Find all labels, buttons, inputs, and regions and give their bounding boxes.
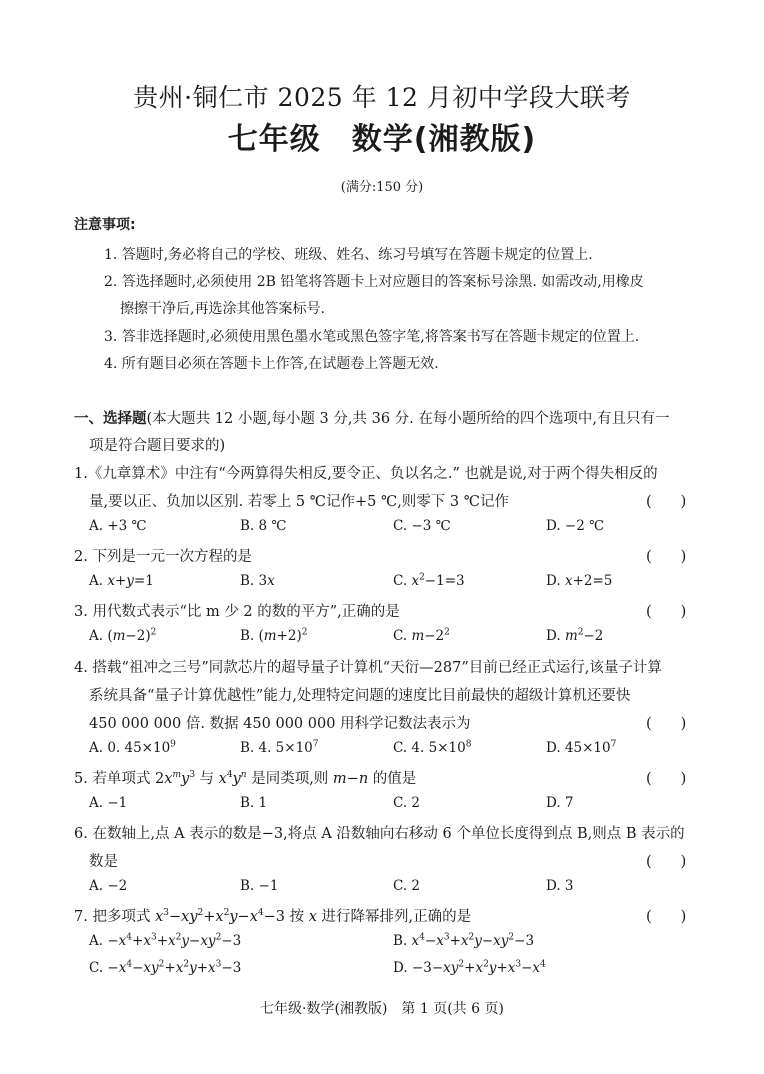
q1-option-a: A. +3 ℃: [89, 518, 147, 534]
notice-item-2: 2. 答选择题时,必须使用 2B 铅笔将答题卡上对应题目的答案标号涂黑. 如需改动,用橡皮: [104, 274, 644, 290]
q5-option-c: C. 2: [393, 795, 421, 811]
q1-option-c: C. −3 ℃: [393, 518, 451, 534]
answer-paren-4: ( ): [646, 716, 687, 732]
notice-item-1: 1. 答题时,务必将自己的学校、班级、姓名、练习号填写在答题卡规定的位置上.: [104, 247, 593, 263]
q6-option-c: C. 2: [393, 878, 421, 894]
question-1-line-2: 量,要以正、负加以区别. 若零上 5 ℃记作+5 ℃,则零下 3 ℃记作: [89, 494, 509, 510]
section-heading: [74, 407, 669, 428]
q7-option-c: C. $-x^4-xy^2+x^2y+x^3-3$: [89, 959, 242, 976]
q2-option-a: A. x+y=1: [89, 573, 154, 589]
q2-option-c: C. $x^2-1=3$: [393, 572, 465, 589]
exam-subtitle: 七年级 数学(湘教版): [227, 122, 537, 157]
q2-option-b: B. 3x: [240, 573, 275, 589]
answer-paren-6: ( ): [646, 854, 687, 870]
q6-option-d: D. 3: [546, 878, 574, 894]
q7-option-b: B. $x^4-x^3+x^2y-xy^2-3$: [393, 932, 535, 949]
q4-option-a: A. 0. $45\times 10^9$: [89, 739, 176, 756]
question-6-line-1: 6. 在数轴上,点 A 表示的数是−3,将点 A 沿数轴向右移动 6 个单位长度得到点 B,则点 B 表示的: [74, 826, 685, 842]
answer-paren-2: ( ): [646, 549, 687, 565]
question-1-line-1: 1.《九章算术》中注有“今两算得失相反,要令正、负以名之.” 也就是说,对于两个得失相反的: [74, 466, 658, 482]
q4-option-c: C. 4. $5\times 10^8$: [393, 739, 472, 756]
section-label: 一、选择题: [74, 411, 147, 427]
exam-title: 贵州·铜仁市 2025 年 12 月初中学段大联考: [133, 83, 631, 112]
answer-paren-1: ( ): [646, 494, 687, 510]
q7-option-d: D. $-3-xy^2+x^2y+x^3-x^4$: [393, 959, 546, 976]
q1-option-b: B. 8 ℃: [240, 518, 287, 534]
question-6-line-2: 数是: [89, 854, 118, 870]
question-2: 2. 下列是一元一次方程的是: [74, 549, 252, 565]
full-score: (满分:150 分): [340, 180, 424, 195]
q3-option-b: B. $(m+2)^2$: [240, 627, 308, 644]
question-5: 5. 若单项式 $2x^my^3$ 与 $x^4y^n$ 是同类项,则 m−n 的值是: [74, 770, 417, 787]
q5-option-d: D. 7: [546, 795, 574, 811]
answer-paren-5: ( ): [646, 771, 687, 787]
q7-option-a: A. $-x^4+x^3+x^2y-xy^2-3$: [89, 932, 242, 949]
section-desc-1: (本大题共 12 小题,每小题 3 分,共 36 分. 在每小题所给的四个选项中,有且只有一: [146, 411, 670, 427]
question-4-line-1: 4. 搭载“祖冲之三号”同款芯片的超导量子计算机“天衍—287”目前已经正式运行,该量子计算: [74, 660, 662, 676]
q3-option-a: A. $(m-2)^2$: [89, 627, 157, 644]
question-4-line-3: 450 000 000 倍. 数据 450 000 000 用科学记数法表示为: [89, 716, 471, 732]
page-footer: 七年级·数学(湘教版) 第 1 页(共 6 页): [260, 1001, 504, 1017]
question-4-line-2: 系统具备“量子计算优越性”能力,处理特定问题的速度比目前最快的超级计算机还要快: [89, 688, 631, 704]
q1-option-d: D. −2 ℃: [546, 518, 605, 534]
q6-option-b: B. −1: [240, 878, 279, 894]
notice-item-3: 3. 答非选择题时,必须使用黑色墨水笔或黑色签字笔,将答案书写在答题卡规定的位置上.: [104, 329, 640, 345]
question-7: 7. 把多项式 $x^3-xy^2+x^2y-x^4-3$ 按 x 进行降幂排列,正确的是: [74, 908, 472, 925]
section-desc-2: 项是符合题目要求的): [89, 438, 226, 454]
q2-option-d: D. x+2=5: [546, 573, 613, 589]
q3-option-d: D. $m^2-2$: [546, 627, 604, 644]
q4-option-b: B. 4. $5\times 10^7$: [240, 739, 319, 756]
q3-option-c: C. $m-2^2$: [393, 627, 450, 644]
question-3: 3. 用代数式表示“比 m 少 2 的数的平方”,正确的是: [74, 604, 400, 620]
answer-paren-7: ( ): [646, 909, 687, 925]
notice-heading: 注意事项:: [74, 217, 136, 233]
q5-option-b: B. 1: [240, 795, 268, 811]
answer-paren-3: ( ): [646, 604, 687, 620]
notice-item-4: 4. 所有题目必须在答题卡上作答,在试题卷上答题无效.: [104, 356, 439, 372]
q6-option-a: A. −2: [89, 878, 128, 894]
q5-option-a: A. −1: [89, 795, 128, 811]
q4-option-d: D. $45\times 10^7$: [546, 739, 617, 756]
notice-item-2-cont: 擦擦干净后,再选涂其他答案标号.: [120, 301, 325, 317]
